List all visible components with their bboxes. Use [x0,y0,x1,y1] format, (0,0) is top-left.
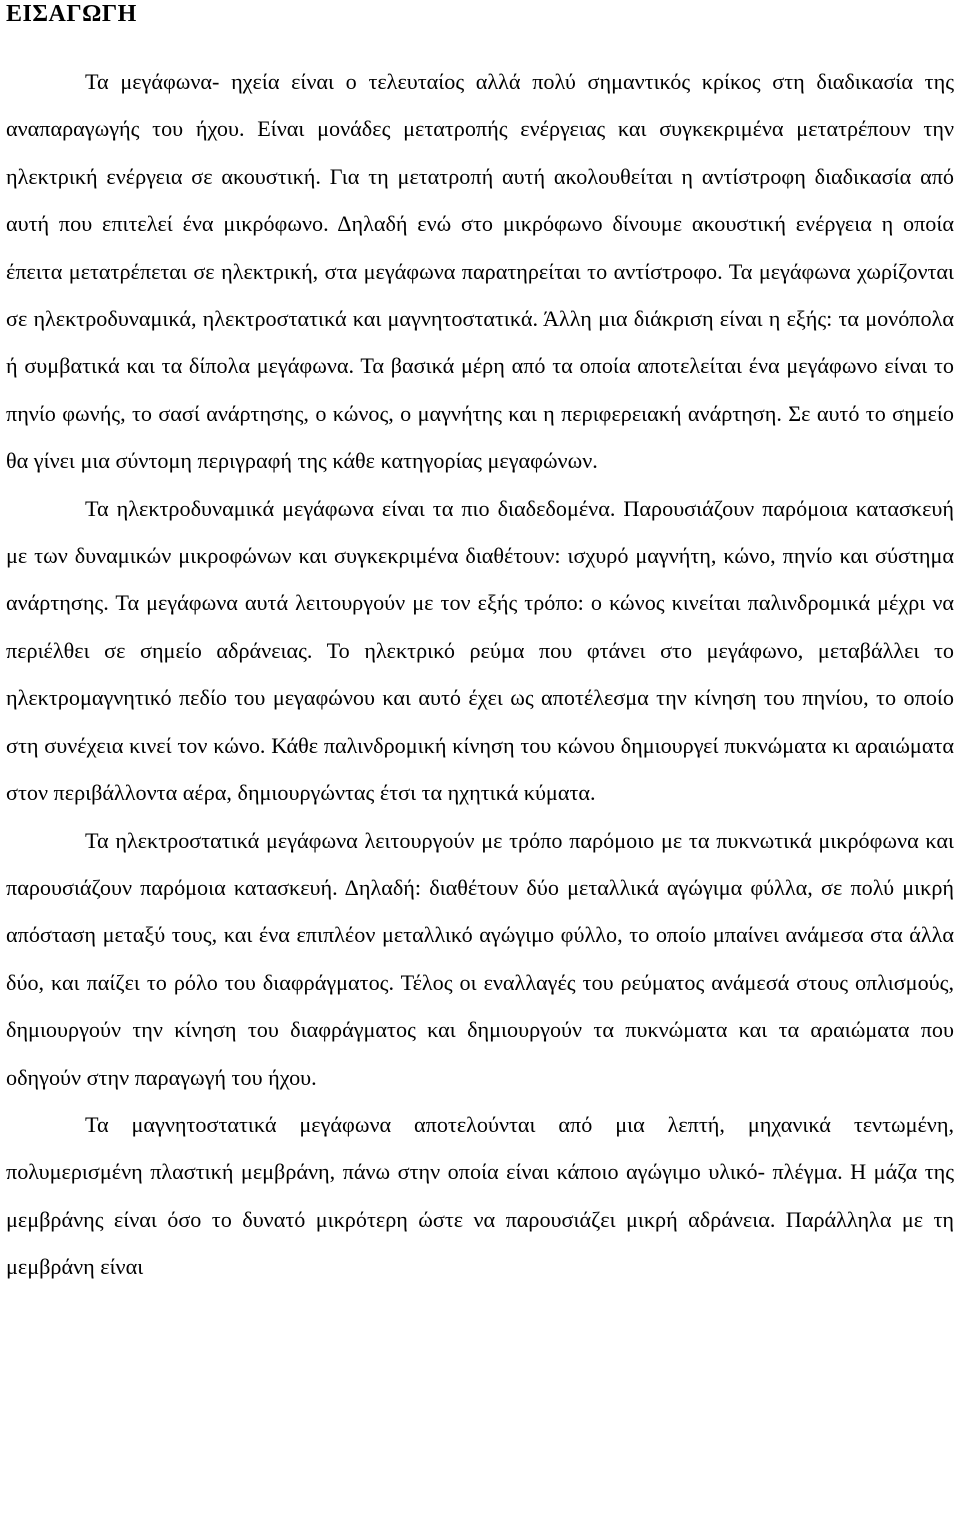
document-body [6,58,954,1291]
paragraph: Τα μεγάφωνα- ηχεία είναι ο τελευταίος αλλά πολύ σημαντικός κρίκος στη διαδικασία της αναπαραγωγής του ήχου. Είναι μονάδες μετατροπής ενέργειας και συγκεκριμένα μετατρέπουν την ηλεκτρική ενέργεια σε ακουστική. Για τη μετατροπή αυτή ακολουθείται η αντίστροφη διαδικασία από αυτή που επιτελεί ένα μικρόφωνο. Δηλαδή ενώ στο μικρόφωνο δίνουμε ακουστική ενέργεια η οποία έπειτα μετατρέπεται σε ηλεκτρική, στα μεγάφωνα παρατηρείται το αντίστροφο. Τα μεγάφωνα χωρίζονται σε ηλεκτροδυναμικά, ηλεκτροστατικά και μαγνητοστατικά. Άλλη μια διάκριση είναι η εξής: τα μονόπολα ή συμβατικά και τα δίπολα μεγάφωνα. Τα βασικά μέρη από τα οποία αποτελείται ένα μεγάφωνο είναι το πηνίο φωνής, το σασί ανάρτησης, ο κώνος, ο μαγνήτης και η περιφερειακή ανάρτηση. Σε αυτό το σημείο θα γίνει μια σύντομη περιγραφή της κάθε κατηγορίας μεγαφώνων. [6,69,954,474]
paragraph: Τα ηλεκτροστατικά μεγάφωνα λειτουργούν με τρόπο παρόμοιο με τα πυκνωτικά μικρόφωνα και παρουσιάζουν παρόμοια κατασκευή. Δηλαδή: διαθέτουν δύο μεταλλικά αγώγιμα φύλλα, σε πολύ μικρή απόσταση μεταξύ τους, και ένα επιπλέον μεταλλικό αγώγιμο φύλλο, το οποίο μπαίνει ανάμεσα στα άλλα δύο, και παίζει το ρόλο του διαφράγματος. Τέλος οι εναλλαγές του ρεύματος ανάμεσά στους οπλισμούς, δημιουργούν την κίνηση του διαφράγματος και δημιουργούν τα πυκνώματα και τα αραιώματα που οδηγούν στην παραγωγή του ήχου. [6,827,954,1090]
paragraph: Τα μαγνητοστατικά μεγάφωνα αποτελούνται από μια λεπτή, μηχανικά τεντωμένη, πολυμερισμένη πλαστική μεμβράνη, πάνω στην οποία είναι κάποιο αγώγιμο υλικό- πλέγμα. Η μάζα της μεμβράνης είναι όσο το δυνατό μικρότερη ώστε να παρουσιάζει μικρή αδράνεια. Παράλληλα με τη μεμβράνη είναι [6,1111,954,1280]
section-heading: ΕΙΣΑΓΩΓΗ [6,1,137,27]
paragraph: Τα ηλεκτροδυναμικά μεγάφωνα είναι τα πιο διαδεδομένα. Παρουσιάζουν παρόμοια κατασκευή με των δυναμικών μικροφώνων και συγκεκριμένα διαθέτουν: ισχυρό μαγνήτη, κώνο, πηνίο και σύστημα ανάρτησης. Τα μεγάφωνα αυτά λειτουργούν με τον εξής τρόπο: ο κώνος κινείται παλινδρομικά μέχρι να περιέλθει σε σημείο αδράνειας. Το ηλεκτρικό ρεύμα που φτάνει στο μεγάφωνο, μεταβάλλει το ηλεκτρομαγνητικό πεδίο του μεγαφώνου και αυτό έχει ως αποτέλεσμα την κίνηση του πηνίου, το οποίο στη συνέχεια κινεί τον κώνο. Κάθε παλινδρομική κίνηση του κώνου δημιουργεί πυκνώματα κι αραιώματα στον περιβάλλοντα αέρα, δημιουργώντας έτσι τα ηχητικά κύματα. [6,495,954,806]
